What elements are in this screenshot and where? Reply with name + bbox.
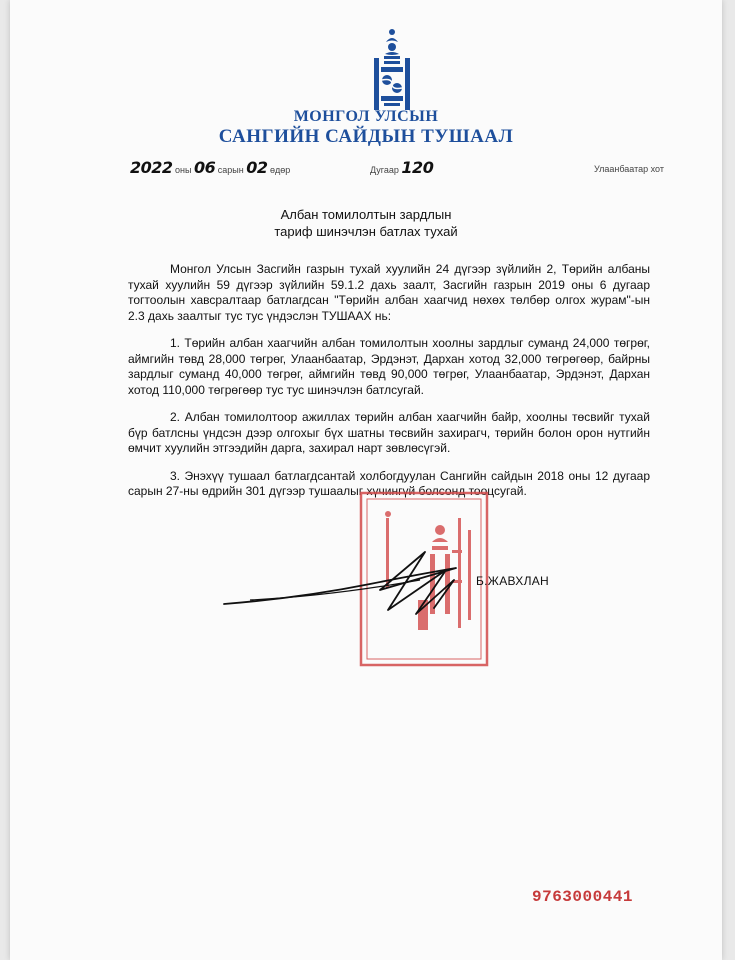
- preamble-paragraph: Монгол Улсын Засгийн газрын тухай хуулийн 24 дүгээр зүйлийн 2, Төрийн албаны тухай хуулийн 59 дүгээр зүйлийн 59.1.2 дахь заалт, Засгийн газрын 2019 оны 6 дугаар тогтоолын хавсралтаар батлагдсан "Төрийн албан хаагчид нөхөх төлбөр олгох журам"-ын 2.3 дахь заалтыг тус тус үндэслэн ТУШААХ нь:: [128, 262, 650, 323]
- order-item-2: 2. Албан томилолтоор ажиллах төрийн албан хаагчийн байр, хоолны төсвийг тухай бүр батлсны үндсэн дээр олгохыг бүх шатны төсвийн захирагч, төрийн болон орон нутгийн өмчит хуулийн этгээдийн дарга, захирал нарт зөвлөсүгэй.: [128, 410, 650, 455]
- order-item-3: 3. Энэхүү тушаал батлагдсантай холбогдуулан Сангийн сайдын 2018 оны 12 дугаар сарын 27-ны өдрийн 301 дүгээр тушаалыг хүчингүй болсонд тооцсугай.: [128, 468, 650, 498]
- document-page: [10, 0, 722, 960]
- signature-icon: [220, 540, 490, 620]
- subject-line1: Албан томилолтын зардлын: [280, 207, 452, 222]
- order-number-field: [370, 158, 433, 177]
- org-name-line2: САНГИЙН САЙДЫН ТУШААЛ: [218, 126, 514, 147]
- signer-name: Б.ЖАВХЛАН: [476, 574, 550, 588]
- serial-number: 9763000441: [532, 888, 634, 906]
- org-name-line1: МОНГОЛ УЛСЫН: [293, 108, 439, 125]
- order-number-handwritten: 120: [401, 158, 434, 177]
- document-body: [128, 262, 650, 512]
- order-item-1: 1. Төрийн албан хаагчийн албан томилолтын хоолны зардлыг суманд 24,000 төгрөг, аймгийн төвд 28,000 төгрөг, Улаанбаатар, Эрдэнэт, Дархан хотод 32,000 төгрөгөөр, байрны зардлыг суманд 40,000 төгрөг, аймгийн төвд 90,000 төгрөг, Улаанбаатар, Эрдэнэт, Дархан хотод 110,000 төгрөгөөр тус тус шинэчлэн батлсугай.: [128, 336, 650, 397]
- date-field: [130, 158, 290, 177]
- city-label: Улаанбаатар хот: [594, 164, 664, 174]
- date-day-suffix: өдөр: [270, 165, 291, 175]
- order-number-label: Дугаар: [370, 165, 399, 175]
- subject-title: [10, 206, 722, 240]
- date-day-handwritten: 02: [246, 158, 268, 177]
- state-emblem-icon: [370, 28, 414, 112]
- date-month-handwritten: 06: [194, 158, 216, 177]
- subject-line2: тариф шинэчлэн батлах тухай: [274, 224, 458, 239]
- date-year-suffix: оны: [175, 165, 192, 175]
- date-year-handwritten: 2022: [130, 158, 173, 177]
- date-month-suffix: сарын: [217, 165, 244, 175]
